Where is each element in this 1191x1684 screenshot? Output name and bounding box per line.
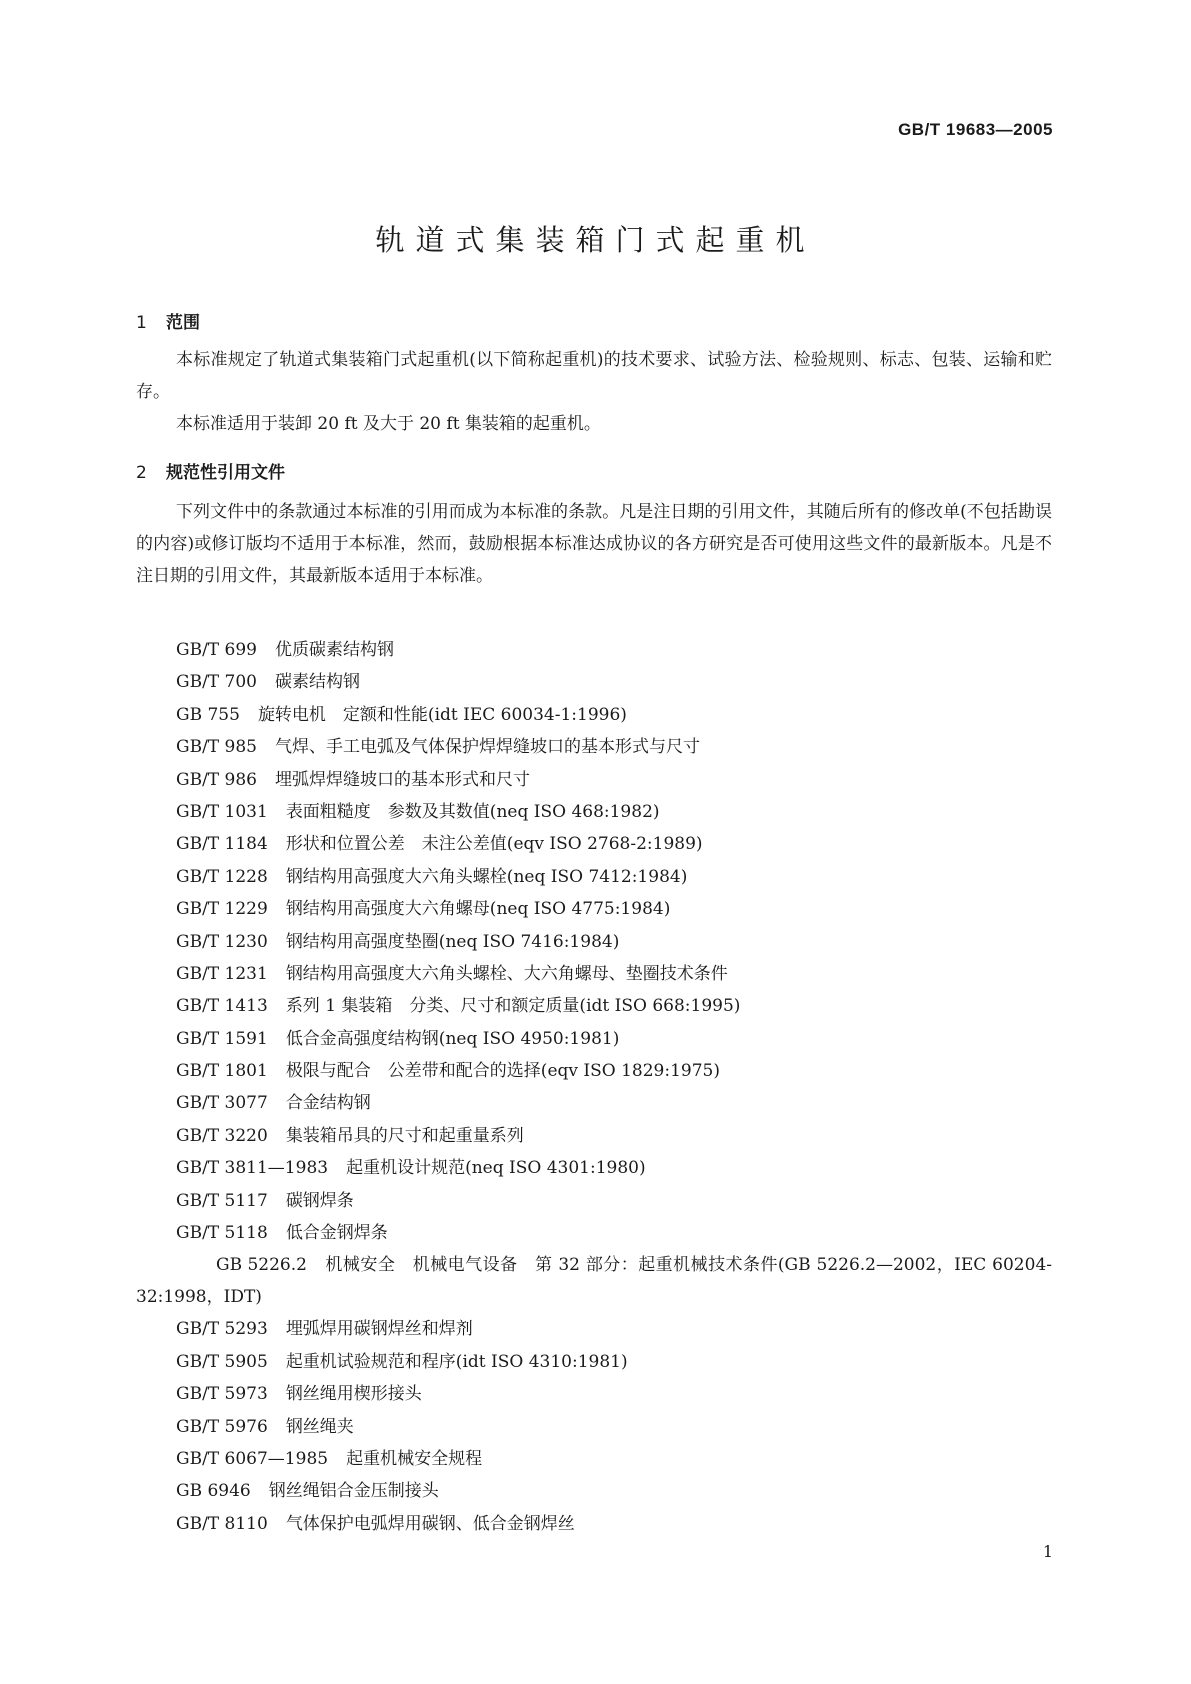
reference-item	[136, 1055, 1052, 1087]
reference-code: GB/T 1031	[176, 801, 268, 822]
reference-item	[136, 1443, 1052, 1475]
reference-code: GB 6946	[176, 1481, 251, 1502]
reference-item	[136, 958, 1052, 990]
reference-code: GB/T 699	[176, 640, 257, 660]
references-intro-paragraph: 下列文件中的条款通过本标准的引用而成为本标准的条款。凡是注日期的引用文件，其随后所有的修改单(不包括勘误的内容)或修订版均不适用于本标准，然而，鼓励根据本标准达成协议的各方研究是否可使用这些文件的最新版本。凡是不注日期的引用文件，其最新版本适用于本标准。	[136, 502, 1052, 586]
reference-title: 钢丝绳铝合金压制接头	[268, 1481, 439, 1502]
reference-title: 起重机试验规范和程序(idt ISO 4310:1981)	[285, 1351, 628, 1372]
reference-code: GB/T 5117	[176, 1190, 268, 1211]
reference-title: 表面粗糙度 参数及其数值(neq ISO 468:1982)	[285, 801, 660, 822]
reference-title: 钢丝绳用楔形接头	[285, 1384, 422, 1405]
section-number: 2	[136, 463, 147, 483]
reference-code: GB/T 8110	[176, 1513, 268, 1534]
reference-title: 形状和位置公差 未注公差值(eqv ISO 2768-2:1989)	[285, 834, 703, 855]
reference-item	[136, 1508, 1052, 1540]
reference-title: 钢丝绳夹	[285, 1416, 354, 1437]
section-number: 1	[136, 313, 147, 333]
scope-applicability-paragraph: 本标准适用于装卸 20 ft 及大于 20 ft 集装箱的起重机。	[176, 414, 601, 434]
reference-item	[136, 1087, 1052, 1119]
document-title: 轨道式集装箱门式起重机	[375, 223, 816, 257]
reference-title: 机械安全 机械电气设备 第 32 部分：起重机械技术条件(GB 5226.2—2002，IEC 60204-32:1998，IDT)	[136, 1255, 1052, 1308]
reference-title: 钢结构用高强度大六角头螺栓、大六角螺母、垫圈技术条件	[285, 963, 728, 984]
reference-code: GB/T 700	[176, 672, 257, 693]
reference-code: GB 5226.2	[216, 1255, 307, 1276]
reference-item	[136, 1475, 1052, 1507]
reference-code: GB/T 1591	[176, 1028, 268, 1049]
reference-title: 气体保护电弧焊用碳钢、低合金钢焊丝	[285, 1513, 575, 1534]
reference-code: GB/T 5905	[176, 1351, 268, 1372]
reference-title: 碳素结构钢	[275, 672, 360, 693]
reference-item	[136, 764, 1052, 796]
reference-item	[136, 1378, 1052, 1410]
reference-title: 埋弧焊用碳钢焊丝和焊剂	[285, 1319, 473, 1340]
reference-code: GB/T 986	[176, 769, 257, 790]
reference-item	[136, 1023, 1052, 1055]
reference-title: 低合金高强度结构钢(neq ISO 4950:1981)	[285, 1028, 620, 1049]
reference-item	[136, 1152, 1052, 1184]
reference-item	[136, 1217, 1052, 1249]
reference-code: GB/T 5293	[176, 1319, 268, 1340]
reference-code: GB/T 985	[176, 737, 257, 758]
reference-item	[136, 893, 1052, 925]
section-title: 范围	[166, 313, 200, 333]
reference-title: 集装箱吊具的尺寸和起重量系列	[285, 1125, 524, 1146]
reference-title: 气焊、手工电弧及气体保护焊焊缝坡口的基本形式与尺寸	[275, 737, 700, 758]
reference-title: 优质碳素结构钢	[275, 640, 394, 660]
reference-item	[136, 926, 1052, 958]
reference-code: GB/T 3077	[176, 1093, 268, 1114]
reference-item	[136, 1411, 1052, 1443]
reference-code: GB/T 6067—1985	[176, 1448, 329, 1469]
reference-item	[136, 1313, 1052, 1345]
scope-paragraph: 本标准规定了轨道式集装箱门式起重机(以下简称起重机)的技术要求、试验方法、检验规则、标志、包装、运输和贮存。	[136, 350, 1052, 402]
reference-code: GB/T 5118	[176, 1223, 268, 1244]
reference-code: GB/T 1229	[176, 899, 268, 920]
reference-title: 旋转电机 定额和性能(idt IEC 60034-1:1996)	[257, 704, 627, 725]
reference-code: GB/T 5976	[176, 1416, 268, 1437]
section-1-heading	[136, 308, 200, 333]
reference-list	[136, 634, 1052, 1540]
reference-item	[136, 666, 1052, 698]
section-2-heading	[136, 458, 285, 483]
reference-code: GB/T 1801	[176, 1061, 268, 1082]
reference-item	[136, 861, 1052, 893]
reference-item	[136, 990, 1052, 1022]
reference-title: 合金结构钢	[285, 1093, 371, 1114]
reference-title: 极限与配合 公差带和配合的选择(eqv ISO 1829:1975)	[285, 1061, 720, 1082]
reference-title: 埋弧焊焊缝坡口的基本形式和尺寸	[275, 769, 530, 790]
reference-item	[136, 796, 1052, 828]
reference-item	[136, 634, 1052, 666]
reference-title: 系列 1 集装箱 分类、尺寸和额定质量(idt ISO 668:1995)	[285, 996, 741, 1017]
reference-code: GB/T 1231	[176, 963, 268, 984]
reference-title: 钢结构用高强度大六角头螺栓(neq ISO 7412:1984)	[285, 866, 688, 887]
reference-title: 起重机械安全规程	[346, 1448, 483, 1469]
reference-title: 碳钢焊条	[285, 1190, 354, 1211]
reference-item	[136, 828, 1052, 860]
reference-code: GB/T 1230	[176, 931, 268, 952]
reference-code: GB/T 3220	[176, 1125, 268, 1146]
page-number: 1	[1042, 1542, 1053, 1561]
standard-number: GB/T 19683—2005	[898, 120, 1053, 139]
reference-code: GB/T 1184	[176, 834, 268, 855]
reference-code: GB/T 1228	[176, 866, 268, 887]
reference-title: 低合金钢焊条	[285, 1223, 388, 1244]
reference-code: GB/T 3811—1983	[176, 1158, 329, 1179]
reference-code: GB 755	[176, 704, 240, 725]
reference-code: GB/T 5973	[176, 1384, 268, 1405]
reference-item	[136, 699, 1052, 731]
reference-item	[136, 731, 1052, 763]
reference-item	[136, 1346, 1052, 1378]
reference-title: 钢结构用高强度大六角螺母(neq ISO 4775:1984)	[285, 899, 671, 920]
reference-code: GB/T 1413	[176, 996, 268, 1017]
reference-item	[136, 1249, 1052, 1313]
reference-item	[136, 1120, 1052, 1152]
reference-item	[136, 1185, 1052, 1217]
reference-title: 钢结构用高强度垫圈(neq ISO 7416:1984)	[285, 931, 620, 952]
section-title: 规范性引用文件	[166, 463, 285, 483]
reference-title: 起重机设计规范(neq ISO 4301:1980)	[346, 1158, 646, 1179]
